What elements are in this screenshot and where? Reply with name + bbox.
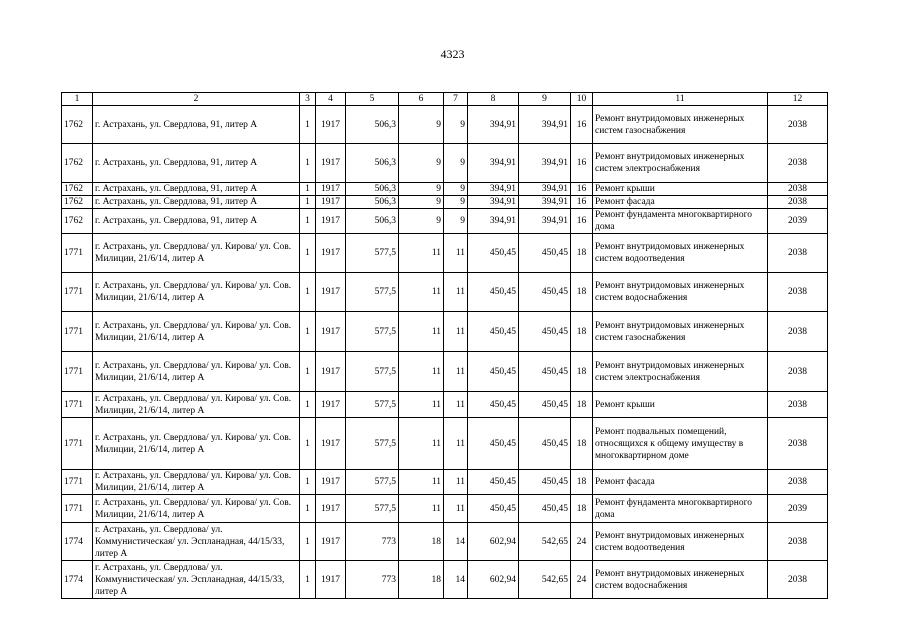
work-type-cell: Ремонт фундамента многоквартирного дома: [593, 495, 768, 523]
address-cell: г. Астрахань, ул. Свердлова/ ул. Кирова/ ул. Сов. Милиции, 21/6/14, литер А: [93, 352, 300, 392]
col8-cell: 394,91: [468, 144, 519, 183]
column-number: 7: [444, 93, 468, 106]
col9-cell: 450,45: [519, 495, 571, 523]
column-number: 6: [399, 93, 444, 106]
area-cell: 577,5: [346, 418, 399, 470]
plan-year-cell: 2038: [768, 144, 828, 183]
build-year-cell: 1917: [316, 196, 346, 209]
col6-cell: 9: [399, 209, 444, 234]
col3-cell: 1: [300, 523, 316, 561]
work-type-cell: Ремонт крыши: [593, 392, 768, 418]
building-id-cell: 1762: [62, 144, 93, 183]
col6-cell: 9: [399, 106, 444, 144]
build-year-cell: 1917: [316, 495, 346, 523]
column-number: 1: [62, 93, 93, 106]
plan-year-cell: 2038: [768, 418, 828, 470]
col7-cell: 11: [444, 312, 468, 352]
building-id-cell: 1771: [62, 273, 93, 312]
col8-cell: 450,45: [468, 418, 519, 470]
col10-cell: 18: [571, 312, 593, 352]
area-cell: 577,5: [346, 495, 399, 523]
plan-year-cell: 2038: [768, 470, 828, 495]
col9-cell: 450,45: [519, 312, 571, 352]
address-cell: г. Астрахань, ул. Свердлова/ ул. Кирова/ ул. Сов. Милиции, 21/6/14, литер А: [93, 392, 300, 418]
col7-cell: 11: [444, 273, 468, 312]
col10-cell: 18: [571, 418, 593, 470]
col8-cell: 450,45: [468, 273, 519, 312]
area-cell: 773: [346, 561, 399, 599]
work-type-cell: Ремонт крыши: [593, 183, 768, 196]
col6-cell: 11: [399, 352, 444, 392]
col10-cell: 18: [571, 352, 593, 392]
col10-cell: 18: [571, 495, 593, 523]
table-row: [62, 352, 828, 392]
column-number-row: [62, 93, 828, 106]
col3-cell: 1: [300, 273, 316, 312]
work-type-cell: Ремонт фасада: [593, 196, 768, 209]
work-type-cell: Ремонт внутридомовых инженерных систем газоснабжения: [593, 312, 768, 352]
build-year-cell: 1917: [316, 392, 346, 418]
address-cell: г. Астрахань, ул. Свердлова, 91, литер А: [93, 183, 300, 196]
build-year-cell: 1917: [316, 561, 346, 599]
plan-year-cell: 2038: [768, 352, 828, 392]
col9-cell: 542,65: [519, 523, 571, 561]
col9-cell: 394,91: [519, 144, 571, 183]
col8-cell: 394,91: [468, 196, 519, 209]
area-cell: 506,3: [346, 196, 399, 209]
col3-cell: 1: [300, 470, 316, 495]
area-cell: 577,5: [346, 352, 399, 392]
col3-cell: 1: [300, 106, 316, 144]
col3-cell: 1: [300, 561, 316, 599]
col8-cell: 450,45: [468, 470, 519, 495]
table-row: [62, 183, 828, 196]
col8-cell: 602,94: [468, 561, 519, 599]
build-year-cell: 1917: [316, 523, 346, 561]
col6-cell: 11: [399, 234, 444, 273]
address-cell: г. Астрахань, ул. Свердлова/ ул. Кирова/ ул. Сов. Милиции, 21/6/14, литер А: [93, 418, 300, 470]
plan-year-cell: 2038: [768, 196, 828, 209]
col9-cell: 450,45: [519, 392, 571, 418]
table-row: [62, 273, 828, 312]
build-year-cell: 1917: [316, 312, 346, 352]
area-cell: 577,5: [346, 273, 399, 312]
col6-cell: 11: [399, 470, 444, 495]
col7-cell: 9: [444, 209, 468, 234]
col3-cell: 1: [300, 352, 316, 392]
col8-cell: 394,91: [468, 106, 519, 144]
col8-cell: 450,45: [468, 312, 519, 352]
building-id-cell: 1774: [62, 561, 93, 599]
address-cell: г. Астрахань, ул. Свердлова, 91, литер А: [93, 209, 300, 234]
plan-year-cell: 2038: [768, 273, 828, 312]
col7-cell: 11: [444, 234, 468, 273]
address-cell: г. Астрахань, ул. Свердлова/ ул. Кирова/ ул. Сов. Милиции, 21/6/14, литер А: [93, 273, 300, 312]
plan-year-cell: 2038: [768, 312, 828, 352]
col9-cell: 394,91: [519, 196, 571, 209]
col9-cell: 394,91: [519, 209, 571, 234]
col7-cell: 9: [444, 144, 468, 183]
col6-cell: 18: [399, 523, 444, 561]
plan-year-cell: 2039: [768, 209, 828, 234]
plan-year-cell: 2038: [768, 183, 828, 196]
column-number: 8: [468, 93, 519, 106]
plan-year-cell: 2038: [768, 392, 828, 418]
col8-cell: 450,45: [468, 495, 519, 523]
building-id-cell: 1771: [62, 234, 93, 273]
col6-cell: 11: [399, 273, 444, 312]
col9-cell: 542,65: [519, 561, 571, 599]
col10-cell: 16: [571, 196, 593, 209]
area-cell: 506,3: [346, 209, 399, 234]
build-year-cell: 1917: [316, 418, 346, 470]
col7-cell: 9: [444, 183, 468, 196]
build-year-cell: 1917: [316, 273, 346, 312]
column-number: 2: [93, 93, 300, 106]
col6-cell: 11: [399, 392, 444, 418]
work-type-cell: Ремонт фасада: [593, 470, 768, 495]
col3-cell: 1: [300, 418, 316, 470]
col3-cell: 1: [300, 392, 316, 418]
col6-cell: 9: [399, 183, 444, 196]
building-id-cell: 1771: [62, 312, 93, 352]
col10-cell: 18: [571, 470, 593, 495]
column-number: 4: [316, 93, 346, 106]
work-type-cell: Ремонт внутридомовых инженерных систем электроснабжения: [593, 352, 768, 392]
plan-year-cell: 2038: [768, 106, 828, 144]
col7-cell: 11: [444, 470, 468, 495]
col8-cell: 394,91: [468, 209, 519, 234]
address-cell: г. Астрахань, ул. Свердлова, 91, литер А: [93, 196, 300, 209]
col7-cell: 9: [444, 106, 468, 144]
building-id-cell: 1762: [62, 183, 93, 196]
work-type-cell: Ремонт внутридомовых инженерных систем электроснабжения: [593, 144, 768, 183]
col6-cell: 9: [399, 144, 444, 183]
building-id-cell: 1771: [62, 392, 93, 418]
col9-cell: 394,91: [519, 106, 571, 144]
column-number: 5: [346, 93, 399, 106]
col3-cell: 1: [300, 234, 316, 273]
col3-cell: 1: [300, 312, 316, 352]
col9-cell: 450,45: [519, 470, 571, 495]
work-type-cell: Ремонт подвальных помещений, относящихся к общему имуществу в многоквартирном доме: [593, 418, 768, 470]
building-id-cell: 1762: [62, 209, 93, 234]
plan-year-cell: 2039: [768, 495, 828, 523]
build-year-cell: 1917: [316, 352, 346, 392]
table-row: [62, 144, 828, 183]
col7-cell: 11: [444, 418, 468, 470]
col10-cell: 16: [571, 183, 593, 196]
table-row: [62, 196, 828, 209]
col6-cell: 18: [399, 561, 444, 599]
building-id-cell: 1762: [62, 196, 93, 209]
plan-year-cell: 2038: [768, 234, 828, 273]
address-cell: г. Астрахань, ул. Свердлова, 91, литер А: [93, 106, 300, 144]
register-table-body: [62, 93, 828, 599]
column-number: 11: [593, 93, 768, 106]
col10-cell: 24: [571, 523, 593, 561]
table-row: [62, 523, 828, 561]
col6-cell: 9: [399, 196, 444, 209]
table-row: [62, 495, 828, 523]
col8-cell: 450,45: [468, 234, 519, 273]
col6-cell: 11: [399, 495, 444, 523]
col10-cell: 18: [571, 234, 593, 273]
col10-cell: 16: [571, 209, 593, 234]
col7-cell: 11: [444, 495, 468, 523]
col7-cell: 9: [444, 196, 468, 209]
col8-cell: 450,45: [468, 352, 519, 392]
build-year-cell: 1917: [316, 234, 346, 273]
address-cell: г. Астрахань, ул. Свердлова/ ул. Кирова/ ул. Сов. Милиции, 21/6/14, литер А: [93, 495, 300, 523]
col6-cell: 11: [399, 418, 444, 470]
table-row: [62, 470, 828, 495]
build-year-cell: 1917: [316, 470, 346, 495]
col9-cell: 450,45: [519, 273, 571, 312]
work-type-cell: Ремонт внутридомовых инженерных систем водоснабжения: [593, 273, 768, 312]
col8-cell: 602,94: [468, 523, 519, 561]
area-cell: 577,5: [346, 234, 399, 273]
plan-year-cell: 2038: [768, 523, 828, 561]
col10-cell: 18: [571, 392, 593, 418]
col10-cell: 24: [571, 561, 593, 599]
plan-year-cell: 2038: [768, 561, 828, 599]
building-id-cell: 1771: [62, 470, 93, 495]
address-cell: г. Астрахань, ул. Свердлова/ ул. Кирова/ ул. Сов. Милиции, 21/6/14, литер А: [93, 234, 300, 273]
table-row: [62, 106, 828, 144]
col9-cell: 450,45: [519, 418, 571, 470]
area-cell: 506,3: [346, 106, 399, 144]
col9-cell: 394,91: [519, 183, 571, 196]
col3-cell: 1: [300, 144, 316, 183]
table-row: [62, 234, 828, 273]
work-type-cell: Ремонт фундамента многоквартирного дома: [593, 209, 768, 234]
work-type-cell: Ремонт внутридомовых инженерных систем водоотведения: [593, 523, 768, 561]
col6-cell: 11: [399, 312, 444, 352]
building-id-cell: 1771: [62, 495, 93, 523]
col7-cell: 11: [444, 392, 468, 418]
area-cell: 506,3: [346, 183, 399, 196]
building-id-cell: 1774: [62, 523, 93, 561]
col10-cell: 16: [571, 144, 593, 183]
col9-cell: 450,45: [519, 352, 571, 392]
column-number: 10: [571, 93, 593, 106]
register-table: [61, 92, 828, 599]
work-type-cell: Ремонт внутридомовых инженерных систем водоснабжения: [593, 561, 768, 599]
address-cell: г. Астрахань, ул. Свердлова, 91, литер А: [93, 144, 300, 183]
table-row: [62, 418, 828, 470]
building-id-cell: 1771: [62, 418, 93, 470]
area-cell: 577,5: [346, 312, 399, 352]
table-row: [62, 392, 828, 418]
address-cell: г. Астрахань, ул. Свердлова/ ул. Кирова/ ул. Сов. Милиции, 21/6/14, литер А: [93, 470, 300, 495]
col9-cell: 450,45: [519, 234, 571, 273]
col8-cell: 394,91: [468, 183, 519, 196]
col7-cell: 14: [444, 523, 468, 561]
col7-cell: 14: [444, 561, 468, 599]
col3-cell: 1: [300, 209, 316, 234]
table-row: [62, 561, 828, 599]
col8-cell: 450,45: [468, 392, 519, 418]
work-type-cell: Ремонт внутридомовых инженерных систем водоотведения: [593, 234, 768, 273]
table-row: [62, 209, 828, 234]
col10-cell: 18: [571, 273, 593, 312]
col3-cell: 1: [300, 196, 316, 209]
area-cell: 506,3: [346, 144, 399, 183]
building-id-cell: 1762: [62, 106, 93, 144]
area-cell: 577,5: [346, 392, 399, 418]
area-cell: 773: [346, 523, 399, 561]
build-year-cell: 1917: [316, 144, 346, 183]
col7-cell: 11: [444, 352, 468, 392]
table-row: [62, 312, 828, 352]
address-cell: г. Астрахань, ул. Свердлова/ ул. Кирова/ ул. Сов. Милиции, 21/6/14, литер А: [93, 312, 300, 352]
col3-cell: 1: [300, 183, 316, 196]
col10-cell: 16: [571, 106, 593, 144]
build-year-cell: 1917: [316, 183, 346, 196]
build-year-cell: 1917: [316, 209, 346, 234]
build-year-cell: 1917: [316, 106, 346, 144]
address-cell: г. Астрахань, ул. Свердлова/ ул. Коммунистическая/ ул. Эспланадная, 44/15/33, литер А: [93, 561, 300, 599]
building-id-cell: 1771: [62, 352, 93, 392]
column-number: 9: [519, 93, 571, 106]
work-type-cell: Ремонт внутридомовых инженерных систем газоснабжения: [593, 106, 768, 144]
address-cell: г. Астрахань, ул. Свердлова/ ул. Коммунистическая/ ул. Эспланадная, 44/15/33, литер А: [93, 523, 300, 561]
page-number: 4323: [440, 47, 465, 61]
column-number: 12: [768, 93, 828, 106]
col3-cell: 1: [300, 495, 316, 523]
column-number: 3: [300, 93, 316, 106]
area-cell: 577,5: [346, 470, 399, 495]
